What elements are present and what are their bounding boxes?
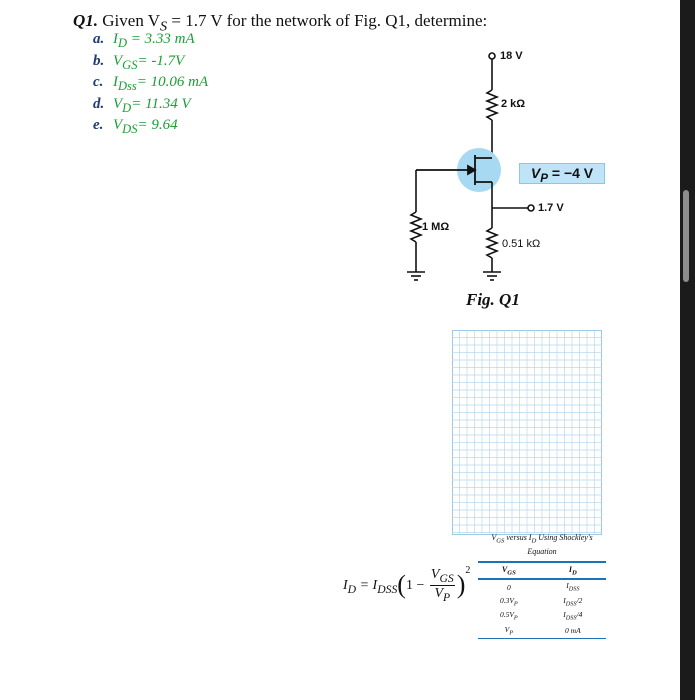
- answer-c: c. $I_{Dss}= 10.06$ mA: [93, 74, 209, 93]
- shockley-equation: $I_D = I_{DSS}(1$ − $V_{GS}$ $V_P$ )$^2$: [343, 565, 471, 605]
- answer-b: b. $V_{GS}= -1.7V$: [93, 52, 185, 72]
- graph-grid: [452, 330, 602, 535]
- rd-resistor: [487, 90, 497, 120]
- rs-label: 0.51 kΩ: [502, 238, 541, 250]
- ground-symbol-gate: [407, 272, 425, 280]
- vertical-scrollbar[interactable]: [683, 190, 689, 282]
- supply-label: 18 V: [500, 50, 523, 62]
- vgs-id-table: [478, 561, 606, 640]
- answer-e: e. $V_{DS}= 9.64$: [93, 117, 178, 136]
- answer-a: a. $I_D = 3.33$ mA: [93, 31, 195, 50]
- table-row: 0 $I_{DSS}$: [506, 581, 580, 593]
- figure-caption: Fig. Q1: [466, 290, 520, 309]
- ground-symbol-source: [483, 272, 501, 280]
- table-row: $0.5V_P$ $I_{DSS}/4$: [499, 610, 583, 622]
- table-caption: $V_{GS}$ versus $I_D$ Using Shockley's Equation: [491, 533, 593, 556]
- rg-label: 1 MΩ: [422, 221, 450, 233]
- table-row: $V_P$ 0 mA: [478, 624, 606, 639]
- answer-d: d. $V_D= 11.34$ V: [93, 95, 191, 115]
- rs-resistor: [487, 228, 497, 258]
- rg-resistor: [411, 212, 421, 242]
- rd-label: 2 kΩ: [501, 98, 526, 110]
- table-row: $0.3V_P$ $I_{DSS}/2$: [499, 595, 583, 608]
- question-text: Given $V_S = 1.7$ V for the network of Fig. Q1, determine:: [102, 11, 488, 35]
- shockley-table: [478, 533, 606, 639]
- vp-label-box: $V_P = -4$ V: [519, 163, 605, 184]
- table-header-vgs: $V_{GS}$: [478, 562, 540, 580]
- window-frame-edge: [680, 0, 695, 700]
- vs-terminal: [528, 205, 534, 211]
- circuit-diagram: [0, 0, 680, 320]
- supply-terminal: [489, 53, 495, 59]
- table-header-id: $I_D$: [540, 562, 606, 580]
- question-number: Q1.: [73, 11, 99, 30]
- vs-node-label: 1.7 V: [538, 202, 564, 214]
